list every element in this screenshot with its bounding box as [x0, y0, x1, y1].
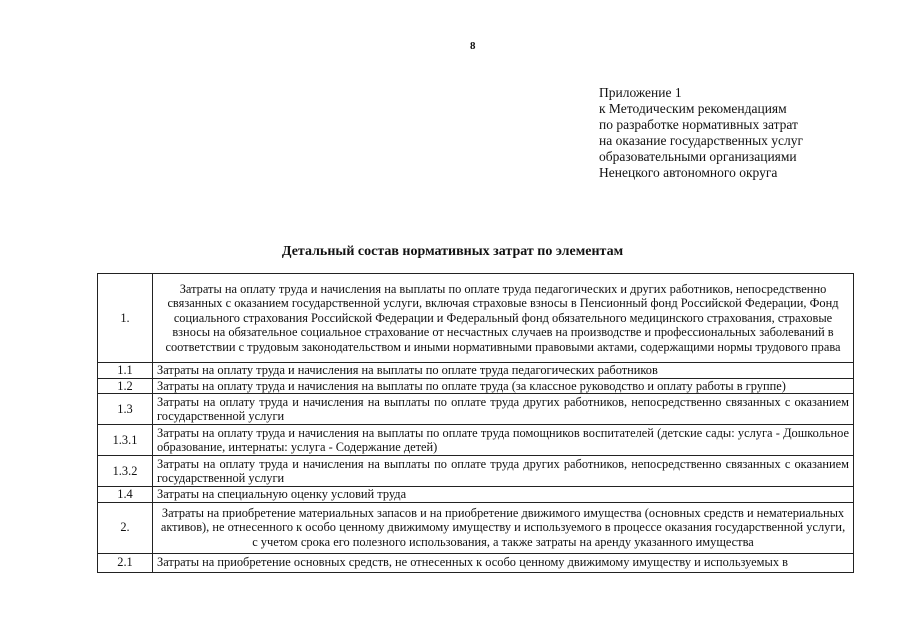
row-description: Затраты на оплату труда и начисления на выплаты по оплате труда педагогических работников	[153, 363, 854, 379]
row-number: 1.	[98, 274, 153, 363]
row-description: Затраты на оплату труда и начисления на выплаты по оплате труда помощников воспитателей (детские сады: услуга - Дошкольное образование, интернаты: услуга - Содержание детей)	[153, 425, 854, 456]
table-row	[98, 378, 854, 394]
row-description: Затраты на оплату труда и начисления на выплаты по оплате труда педагогических и других работников, непосредственно связанных с оказанием государственной услуги, включая страховые взносы в Пенсионный фонд Российской Федерации, Фонд социального страхования Российской Федерации и Федеральный фонд обязательного медицинского страхования, страховые взносы на обязательное социальное страхование от несчастных случаев на производстве и профессиональных заболеваний в соответствии с трудовым законодательством и иными нормативными правовыми актами, содержащими нормы трудового права	[153, 274, 854, 363]
row-description: Затраты на приобретение материальных запасов и на приобретение движимого имущества (основных средств и нематериальных активов), не отнесенного к особо ценному движимому имуществу и используемого в процессе оказания государственной услуги, с учетом срока его полезного использования, а также затраты на аренду указанного имущества	[153, 502, 854, 553]
table-row	[98, 487, 854, 503]
table-row	[98, 553, 854, 572]
appendix-header	[599, 85, 889, 181]
row-number: 1.3.2	[98, 456, 153, 487]
appendix-line: Ненецкого автономного округа	[599, 165, 778, 180]
row-number: 1.3.1	[98, 425, 153, 456]
table-row	[98, 456, 854, 487]
page-number: 8	[470, 40, 476, 52]
row-number: 2.	[98, 502, 153, 553]
row-description: Затраты на оплату труда и начисления на выплаты по оплате труда других работников, непосредственно связанных с оказанием государственной услуги	[153, 456, 854, 487]
appendix-line: Приложение 1	[599, 85, 682, 100]
appendix-line: по разработке нормативных затрат	[599, 117, 798, 132]
row-description: Затраты на специальную оценку условий труда	[153, 487, 854, 503]
table-row	[98, 274, 854, 363]
appendix-line: к Методическим рекомендациям	[599, 101, 787, 116]
cost-elements-table	[97, 273, 854, 573]
table-row	[98, 394, 854, 425]
document-title: Детальный состав нормативных затрат по элементам	[281, 244, 624, 259]
row-number: 1.2	[98, 378, 153, 394]
row-number: 1.1	[98, 363, 153, 379]
row-description: Затраты на оплату труда и начисления на выплаты по оплате труда (за классное руководство и оплату работы в группе)	[153, 378, 854, 394]
row-description: Затраты на оплату труда и начисления на выплаты по оплате труда других работников, непосредственно связанных с оказанием государственной услуги	[153, 394, 854, 425]
row-number: 1.4	[98, 487, 153, 503]
row-number: 1.3	[98, 394, 153, 425]
row-description: Затраты на приобретение основных средств, не отнесенных к особо ценному движимому имуществу и используемых в	[153, 553, 854, 572]
row-number: 2.1	[98, 553, 153, 572]
table-row	[98, 425, 854, 456]
appendix-line: на оказание государственных услуг	[599, 133, 804, 148]
table-row	[98, 502, 854, 553]
table-row	[98, 363, 854, 379]
appendix-line: образовательными организациями	[599, 149, 797, 164]
